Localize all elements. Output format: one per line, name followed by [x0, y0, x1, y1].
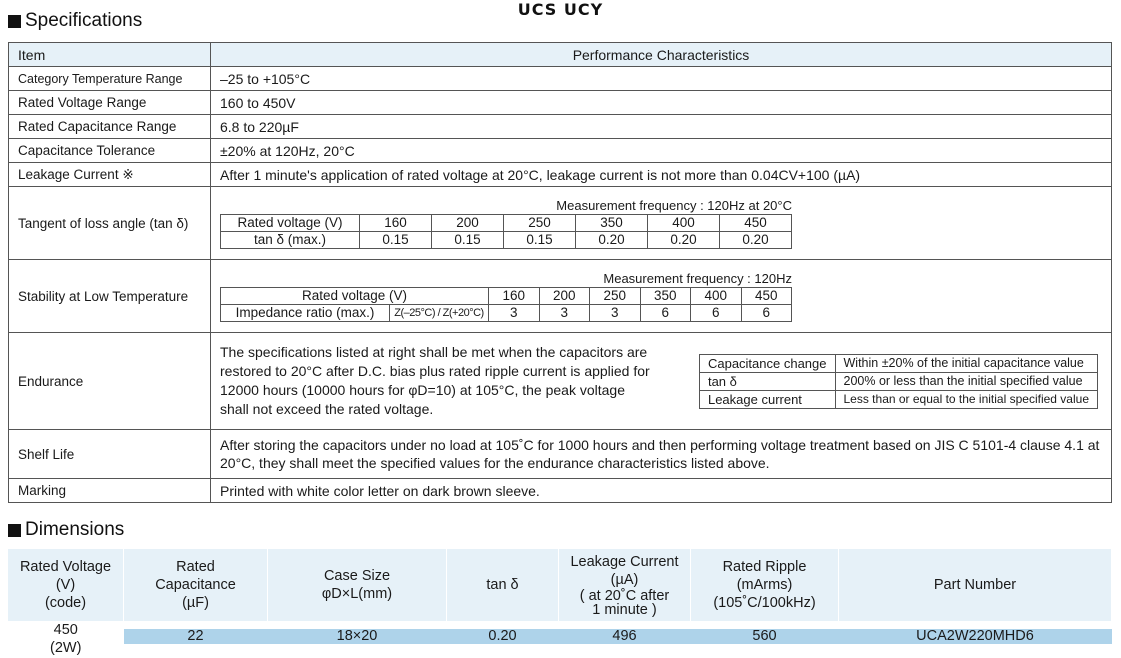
lowtemp-wrap: [220, 271, 792, 322]
dims-ripple: 560: [691, 629, 839, 644]
endurance-key: tan δ: [699, 372, 835, 390]
lowtemp-rated-voltage-label: Rated voltage (V): [221, 287, 489, 304]
lowtemp-value: 6: [741, 304, 792, 321]
spec-value-lowtemp: [211, 260, 1112, 333]
dims-data-row: [8, 621, 1112, 657]
lowtemp-value: 6: [691, 304, 742, 321]
spec-value: After storing the capacitors under no load at 105˚C for 1000 hours and then performing voltage treatment based on JIS C 5101-4 clause 4.1 at 20°C, they shall meet the specified values for the endurance characteristics listed above.: [211, 430, 1112, 479]
specifications-heading-text: Specifications: [25, 10, 143, 31]
spec-row-rated-capacitance: [9, 115, 1112, 139]
lowtemp-value: 6: [640, 304, 691, 321]
spec-item: Shelf Life: [9, 430, 211, 479]
spec-row-tan-delta: [9, 187, 1112, 260]
spec-header-item: Item: [9, 43, 211, 67]
spec-row-low-temperature: [9, 260, 1112, 333]
spec-item: Category Temperature Range: [9, 67, 211, 91]
tan-wrap: [220, 198, 792, 249]
tan-voltage: 350: [576, 214, 648, 231]
tan-rated-voltage-label: Rated voltage (V): [221, 214, 360, 231]
tan-value: 0.20: [576, 231, 648, 248]
tan-value: 0.15: [432, 231, 504, 248]
spec-item: Rated Voltage Range: [9, 91, 211, 115]
spec-item: Leakage Current ※: [9, 163, 211, 187]
dims-header-case-size: Case Size φD×L(mm): [268, 549, 447, 621]
tan-value: 0.15: [504, 231, 576, 248]
spec-value: 160 to 450V: [211, 91, 1112, 115]
lowtemp-measurement-frequency: Measurement frequency : 120Hz: [603, 270, 792, 286]
dims-header-tan: tan δ: [447, 549, 559, 621]
spec-value-endurance: [211, 333, 1112, 430]
endurance-value: Less than or equal to the initial specified value: [835, 390, 1098, 408]
lowtemp-impedance-sub: Z(–25°C) / Z(+20°C): [390, 304, 489, 321]
spec-row-shelf-life: [9, 430, 1112, 479]
specifications-table: [8, 42, 1112, 503]
dimensions-table: [8, 549, 1112, 657]
dims-part-number: UCA2W220MHD6: [839, 629, 1112, 644]
spec-value: After 1 minute's application of rated voltage at 20°C, leakage current is not more than 0.04CV+100 (µA): [211, 163, 1112, 187]
square-bullet-icon: [8, 15, 21, 28]
lowtemp-impedance-label: Impedance ratio (max.): [221, 304, 390, 321]
spec-item: Endurance: [9, 333, 211, 430]
lowtemp-value: 3: [489, 304, 540, 321]
dims-leakage: 496: [559, 629, 691, 644]
spec-value: 6.8 to 220µF: [211, 115, 1112, 139]
tan-voltage: 160: [360, 214, 432, 231]
spec-value: –25 to +105°C: [211, 67, 1112, 91]
dimensions-heading-text: Dimensions: [25, 519, 125, 540]
dims-leakage-cell: [559, 621, 691, 657]
tan-max-label: tan δ (max.): [221, 231, 360, 248]
tan-value: 0.20: [648, 231, 720, 248]
endurance-value: 200% or less than the initial specified value: [835, 372, 1098, 390]
spec-item: Marking: [9, 479, 211, 503]
dims-rated-voltage: [8, 621, 124, 657]
spec-row-endurance: [9, 333, 1112, 430]
dims-voltage-code: (2W): [50, 640, 82, 656]
dims-header-capacitance: Rated Capacitance (µF): [124, 549, 268, 621]
spec-row-capacitance-tolerance: [9, 139, 1112, 163]
spec-value: Printed with white color letter on dark brown sleeve.: [211, 479, 1112, 503]
spec-value-tan: [211, 187, 1112, 260]
lowtemp-voltage: 350: [640, 287, 691, 304]
endurance-key: Leakage current: [699, 390, 835, 408]
dims-case-size: 18×20: [268, 629, 447, 644]
lowtemp-voltage: 450: [741, 287, 792, 304]
dims-header-part-number: Part Number: [839, 549, 1112, 621]
dims-capacitance-cell: [124, 621, 268, 657]
lowtemp-value: 3: [539, 304, 590, 321]
specifications-heading: [8, 10, 142, 32]
spec-item: Stability at Low Temperature: [9, 260, 211, 333]
square-bullet-icon: [8, 524, 21, 537]
lowtemp-voltage: 160: [489, 287, 540, 304]
lowtemp-voltage: 200: [539, 287, 590, 304]
tan-measurement-frequency: Measurement frequency : 120Hz at 20°C: [556, 197, 792, 213]
endurance-value: Within ±20% of the initial capacitance value: [835, 354, 1098, 372]
spec-item: Tangent of loss angle (tan δ): [9, 187, 211, 260]
endurance-text: The specifications listed at right shall be met when the capacitors are restored to 20°C after D.C. bias plus rated ripple current is applied for 12000 hours (10000 hours for φD=10) at 105°C, the peak voltage shall not exceed the rated voltage.: [220, 344, 650, 417]
lowtemp-voltage: 400: [691, 287, 742, 304]
dims-case-cell: [268, 621, 447, 657]
dims-voltage-value: 450: [53, 622, 78, 638]
series-title: UCS UCY: [517, 0, 604, 19]
tan-value: 0.20: [720, 231, 792, 248]
endurance-table: [699, 354, 1098, 409]
dimensions-heading: [8, 519, 124, 541]
spec-row-marking: [9, 479, 1112, 503]
spec-header-performance: Performance Characteristics: [211, 43, 1112, 67]
dims-header-row: [8, 549, 1112, 621]
spec-row-category-temp: [9, 67, 1112, 91]
dims-header-ripple: Rated Ripple (mArms) (105˚C/100kHz): [691, 549, 839, 621]
dims-ripple-cell: [691, 621, 839, 657]
spec-value: ±20% at 120Hz, 20°C: [211, 139, 1112, 163]
tan-delta-table: [220, 214, 792, 249]
spec-item: Rated Capacitance Range: [9, 115, 211, 139]
dims-capacitance: 22: [124, 629, 268, 644]
dims-header-rated-voltage: Rated Voltage (V) (code): [8, 549, 124, 621]
tan-voltage: 400: [648, 214, 720, 231]
endurance-key: Capacitance change: [699, 354, 835, 372]
spec-item: Capacitance Tolerance: [9, 139, 211, 163]
lowtemp-voltage: 250: [590, 287, 641, 304]
tan-value: 0.15: [360, 231, 432, 248]
dims-tan: 0.20: [447, 629, 559, 644]
spec-row-leakage-current: [9, 163, 1112, 187]
dims-header-leakage: Leakage Current (µA) ( at 20˚C after 1 minute ): [559, 549, 691, 621]
dims-tan-cell: [447, 621, 559, 657]
low-temperature-table: [220, 287, 792, 322]
spec-row-rated-voltage: [9, 91, 1112, 115]
tan-voltage: 200: [432, 214, 504, 231]
tan-voltage: 250: [504, 214, 576, 231]
tan-voltage: 450: [720, 214, 792, 231]
spec-header-row: [9, 43, 1112, 67]
dims-part-cell: [839, 621, 1112, 657]
lowtemp-value: 3: [590, 304, 641, 321]
